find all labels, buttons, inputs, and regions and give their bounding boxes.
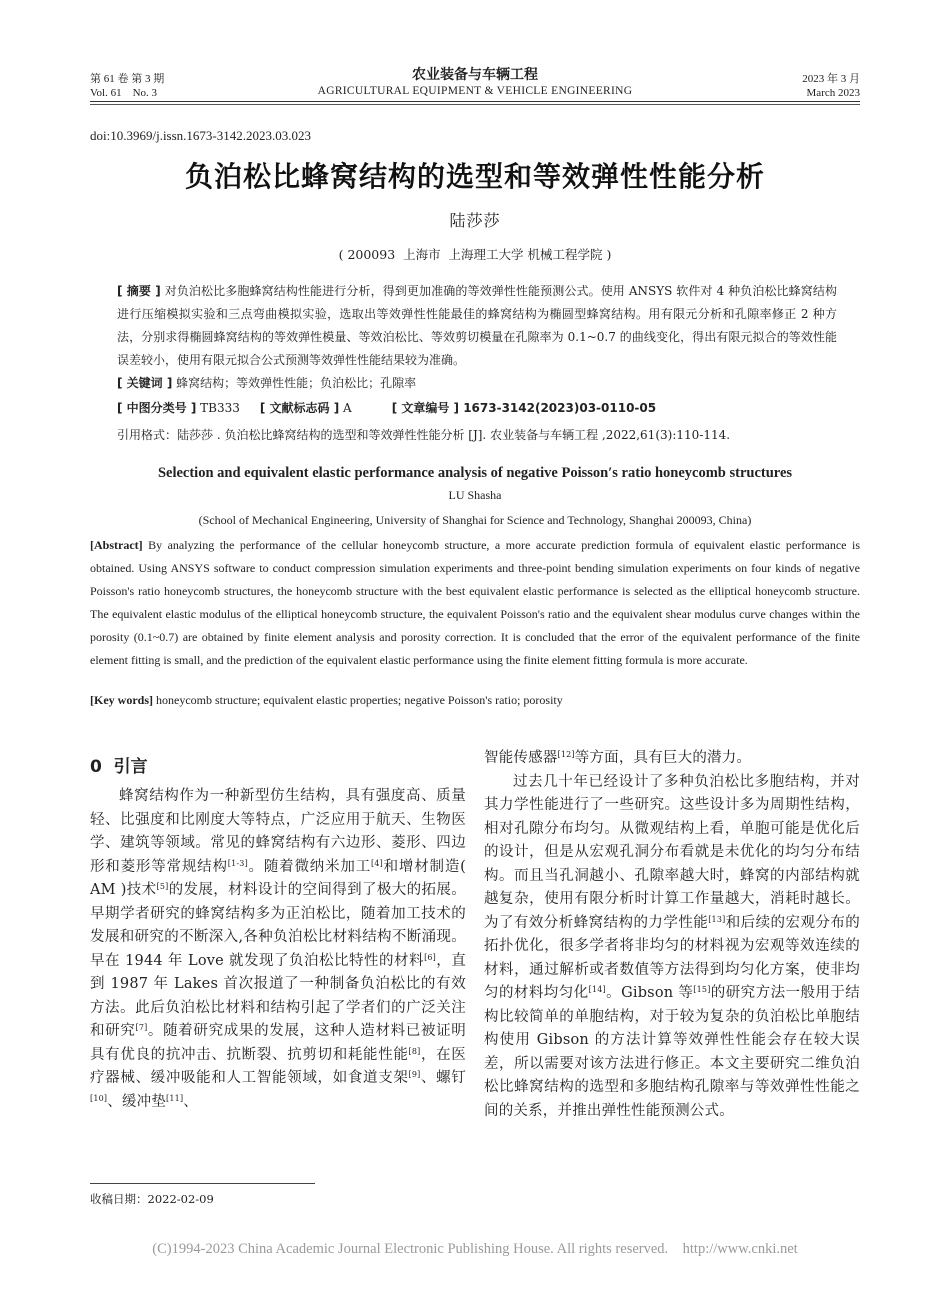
citation-ref: [14] — [588, 985, 606, 994]
text-run: 等方面，具有巨大的潜力。 — [574, 750, 752, 766]
doc-code-label: [ 文献标志码 ] — [259, 401, 340, 415]
text-run: 、螺钉 — [420, 1070, 466, 1086]
header-volume-en: Vol. 61 No. 3 — [90, 87, 158, 99]
header-date-en: March 2023 — [806, 87, 860, 99]
text-run: 和增材制造( AM )技术 — [90, 858, 466, 898]
text-run: 。Gibson 等 — [605, 985, 694, 1001]
footnote-rule — [90, 1183, 315, 1184]
title-cn: 负泊松比蜂窝结构的选型和等效弹性性能分析 — [184, 160, 765, 193]
author-en: LU Shasha — [448, 488, 502, 502]
citation-ref: [5] — [156, 882, 169, 891]
text-run: ，直到 1987 年 Lakes 首次报道了一种制备负泊松比的有效方法。此后负泊松比材料和结构引起了学者们的广泛关注和研究 — [90, 952, 466, 1039]
text-run: 和后续的宏观分布的拓扑优化，很多学者将非均匀的材料视为宏观等效连续的材料，通过解析或者数值等方法得到均匀化方案，使非均匀的材料均匀化 — [484, 914, 861, 1001]
author-cn: 陆莎莎 — [449, 211, 501, 230]
keywords-en-label: [Key words] — [90, 693, 153, 707]
header-date — [802, 72, 860, 100]
affiliation-cn: ( 200093 上海市 上海理工大学 机械工程学院 ) — [338, 247, 612, 262]
intro-paragraph-1-cont — [484, 747, 860, 771]
title-en: Selection and equivalent elastic performance analysis of negative Poisson′s ratio honeycomb structures — [157, 465, 793, 481]
citation: 引用格式：陆莎莎 . 负泊松比蜂窝结构的选型和等效弹性性能分析 [J]. 农业装备与车辆工程 ,2022,61(3):110-114. — [117, 428, 731, 442]
abstract-en — [90, 534, 860, 672]
abstract-cn-label: [ 摘要 ] — [117, 284, 161, 298]
clc-label: [ 中图分类号 ] — [117, 401, 197, 415]
abstract-cn — [117, 280, 837, 395]
citation-ref: [9] — [408, 1070, 421, 1079]
header-rule-thick — [90, 101, 860, 102]
abstract-en-label: [Abstract] — [90, 538, 143, 552]
body-left-column — [90, 785, 466, 1114]
text-run: 的发展，材料设计的空间得到了极大的拓展。早期学者研究的蜂窝结构多为正泊松比，随着加工技术的发展和研究的不断深入,各种负泊松比材料结构不断涌现。早在 1944 年 Love 就发现了负泊松比特性的材料 — [90, 882, 466, 969]
text-run: 的研究方法一般用于结构比较简单的单胞结构，对于较为复杂的负泊松比单胞结构使用 Gibson 的方法计算等效弹性性能会存在较大误差，所以需要对该方法进行修正。本文主要研究二维负泊松比蜂窝结构的选型和多胞结构孔隙率与等效弹性性能之间的关系，并推出弹性性能预测公式。 — [484, 985, 861, 1119]
text-run: 、 — [183, 1093, 198, 1110]
keywords-en-text: honeycomb structure; equivalent elastic properties; negative Poisson's ratio; porosity — [153, 693, 563, 707]
text-run: 。随着研究成果的发展，这种人造材料已被证明具有优良的抗冲击、抗断裂、抗剪切和耗能性能 — [90, 1023, 466, 1063]
article-no-label: [ 文章编号 ] — [391, 401, 460, 415]
doc-code-value: A — [339, 401, 352, 415]
doi: doi:10.3969/j.issn.1673-3142.2023.03.023 — [90, 128, 312, 143]
intro-paragraph-2 — [484, 771, 860, 1124]
citation-ref: [7] — [135, 1023, 148, 1032]
text-run: 。随着微纳米加工 — [247, 858, 372, 875]
header-volume-cn: 第 61 卷 第 3 期 — [90, 73, 165, 85]
keywords-cn-label: [ 关键词 ] — [117, 376, 173, 390]
keywords-cn-text: 蜂窝结构；等效弹性性能；负泊松比；孔隙率 — [172, 376, 417, 390]
text-run: ，在医疗器械、缓冲吸能和人工智能领域，如食道支架 — [90, 1046, 466, 1086]
section-title-introduction: 0 引言 — [90, 757, 148, 777]
text-run: 蜂窝结构作为一种新型仿生结构，具有强度高、质量轻、比强度和比刚度大等特点，广泛应用于航天、生物医学、建筑等领域。常见的蜂窝结构有六边形、菱形、四边形和菱形等常规结构 — [90, 788, 466, 875]
body-right-column — [484, 747, 860, 1123]
citation-ref: [15] — [693, 985, 711, 994]
citation-ref: [12] — [557, 750, 575, 759]
abstract-en-text: By analyzing the performance of the cellular honeycomb structure, a more accurate prediction formula of equivalent elastic performance is obtained. Using ANSYS software to conduct compression simulation experiments and three-point bending simulation experiments on four kinds of negative Poisson's ratio honeycomb structures, the honeycomb structure with the best equivalent elastic performance is selected as the elliptical honeycomb structure. The equivalent elastic modulus of the elliptical honeycomb structure, the equivalent Poisson's ratio and the equivalent shear modulus curve changes within the porosity (0.1~0.7) are obtained by finite element analysis and porosity correction. It is concluded that the error of the equivalent performance of the finite element fitting is small, and the prediction of the equivalent elastic performance using the finite element fitting formula is more accurate. — [90, 538, 860, 667]
citation-ref: [11] — [166, 1093, 184, 1103]
affiliation-en: (School of Mechanical Engineering, University of Shanghai for Science and Technology, Shanghai 200093, China) — [198, 513, 752, 527]
citation-ref: [13] — [708, 914, 726, 924]
header-journal — [250, 66, 700, 99]
citation-ref: [1-3] — [227, 858, 248, 868]
header-date-cn: 2023 年 3 月 — [802, 73, 860, 85]
text-run: 过去几十年已经设计了多种负泊松比多胞结构，并对其力学性能进行了一些研究。这些设计多为周期性结构，相对孔隙分布均匀。从微观结构上看，单胞可能是优化后的设计，但是从宏观孔洞分布看就是未优化的均匀分布结构。而且当孔洞越小、孔隙率越大时，蜂窝的内部结构就越复杂，使用有限分析时计算工作量越大，消耗时越长。为了有效分析蜂窝结构的力学性能 — [484, 773, 860, 931]
text-run: 智能传感器 — [484, 750, 558, 766]
citation-ref: [6] — [424, 952, 436, 962]
citation-ref: [10] — [90, 1093, 108, 1103]
journal-name-cn: 农业装备与车辆工程 — [412, 67, 538, 83]
citation-ref: [4] — [371, 858, 383, 868]
header-volume — [90, 72, 164, 100]
journal-name-en: AGRICULTURAL EQUIPMENT & VEHICLE ENGINEERING — [317, 85, 633, 97]
article-no-value: 1673-3142(2023)03-0110-05 — [459, 401, 657, 415]
abstract-cn-text: 对负泊松比多胞蜂窝结构性能进行分析，得到更加准确的等效弹性性能预测公式。使用 ANSYS 软件对 4 种负泊松比蜂窝结构进行压缩模拟实验和三点弯曲模拟实验，选取出等效弹性性能最佳的蜂窝结构为椭圆型蜂窝结构。用有限元分析和孔隙率修正 2 种方法，分别求得椭圆蜂窝结构的等效弹性模量、等效泊松比、等效剪切模量在孔隙率为 0.1~0.7 的曲线变化，得出有限元拟合的等效性能误差较小，使用有限元拟合公式预测等效弹性性能结果较为准确。 — [117, 284, 838, 367]
text-run: 、缓冲垫 — [107, 1093, 167, 1110]
copyright-footer: (C)1994-2023 China Academic Journal Electronic Publishing House. All rights reserved. http://www.cnki.net — [152, 1241, 798, 1257]
classification-row — [117, 397, 656, 420]
keywords-en — [90, 689, 563, 712]
clc-value: TB333 — [196, 401, 240, 415]
header-rule-thin — [90, 104, 860, 105]
citation-ref: [8] — [408, 1046, 421, 1056]
received-date-footnote: 收稿日期：2022-02-09 — [90, 1192, 214, 1206]
intro-paragraph-1 — [90, 785, 466, 1114]
